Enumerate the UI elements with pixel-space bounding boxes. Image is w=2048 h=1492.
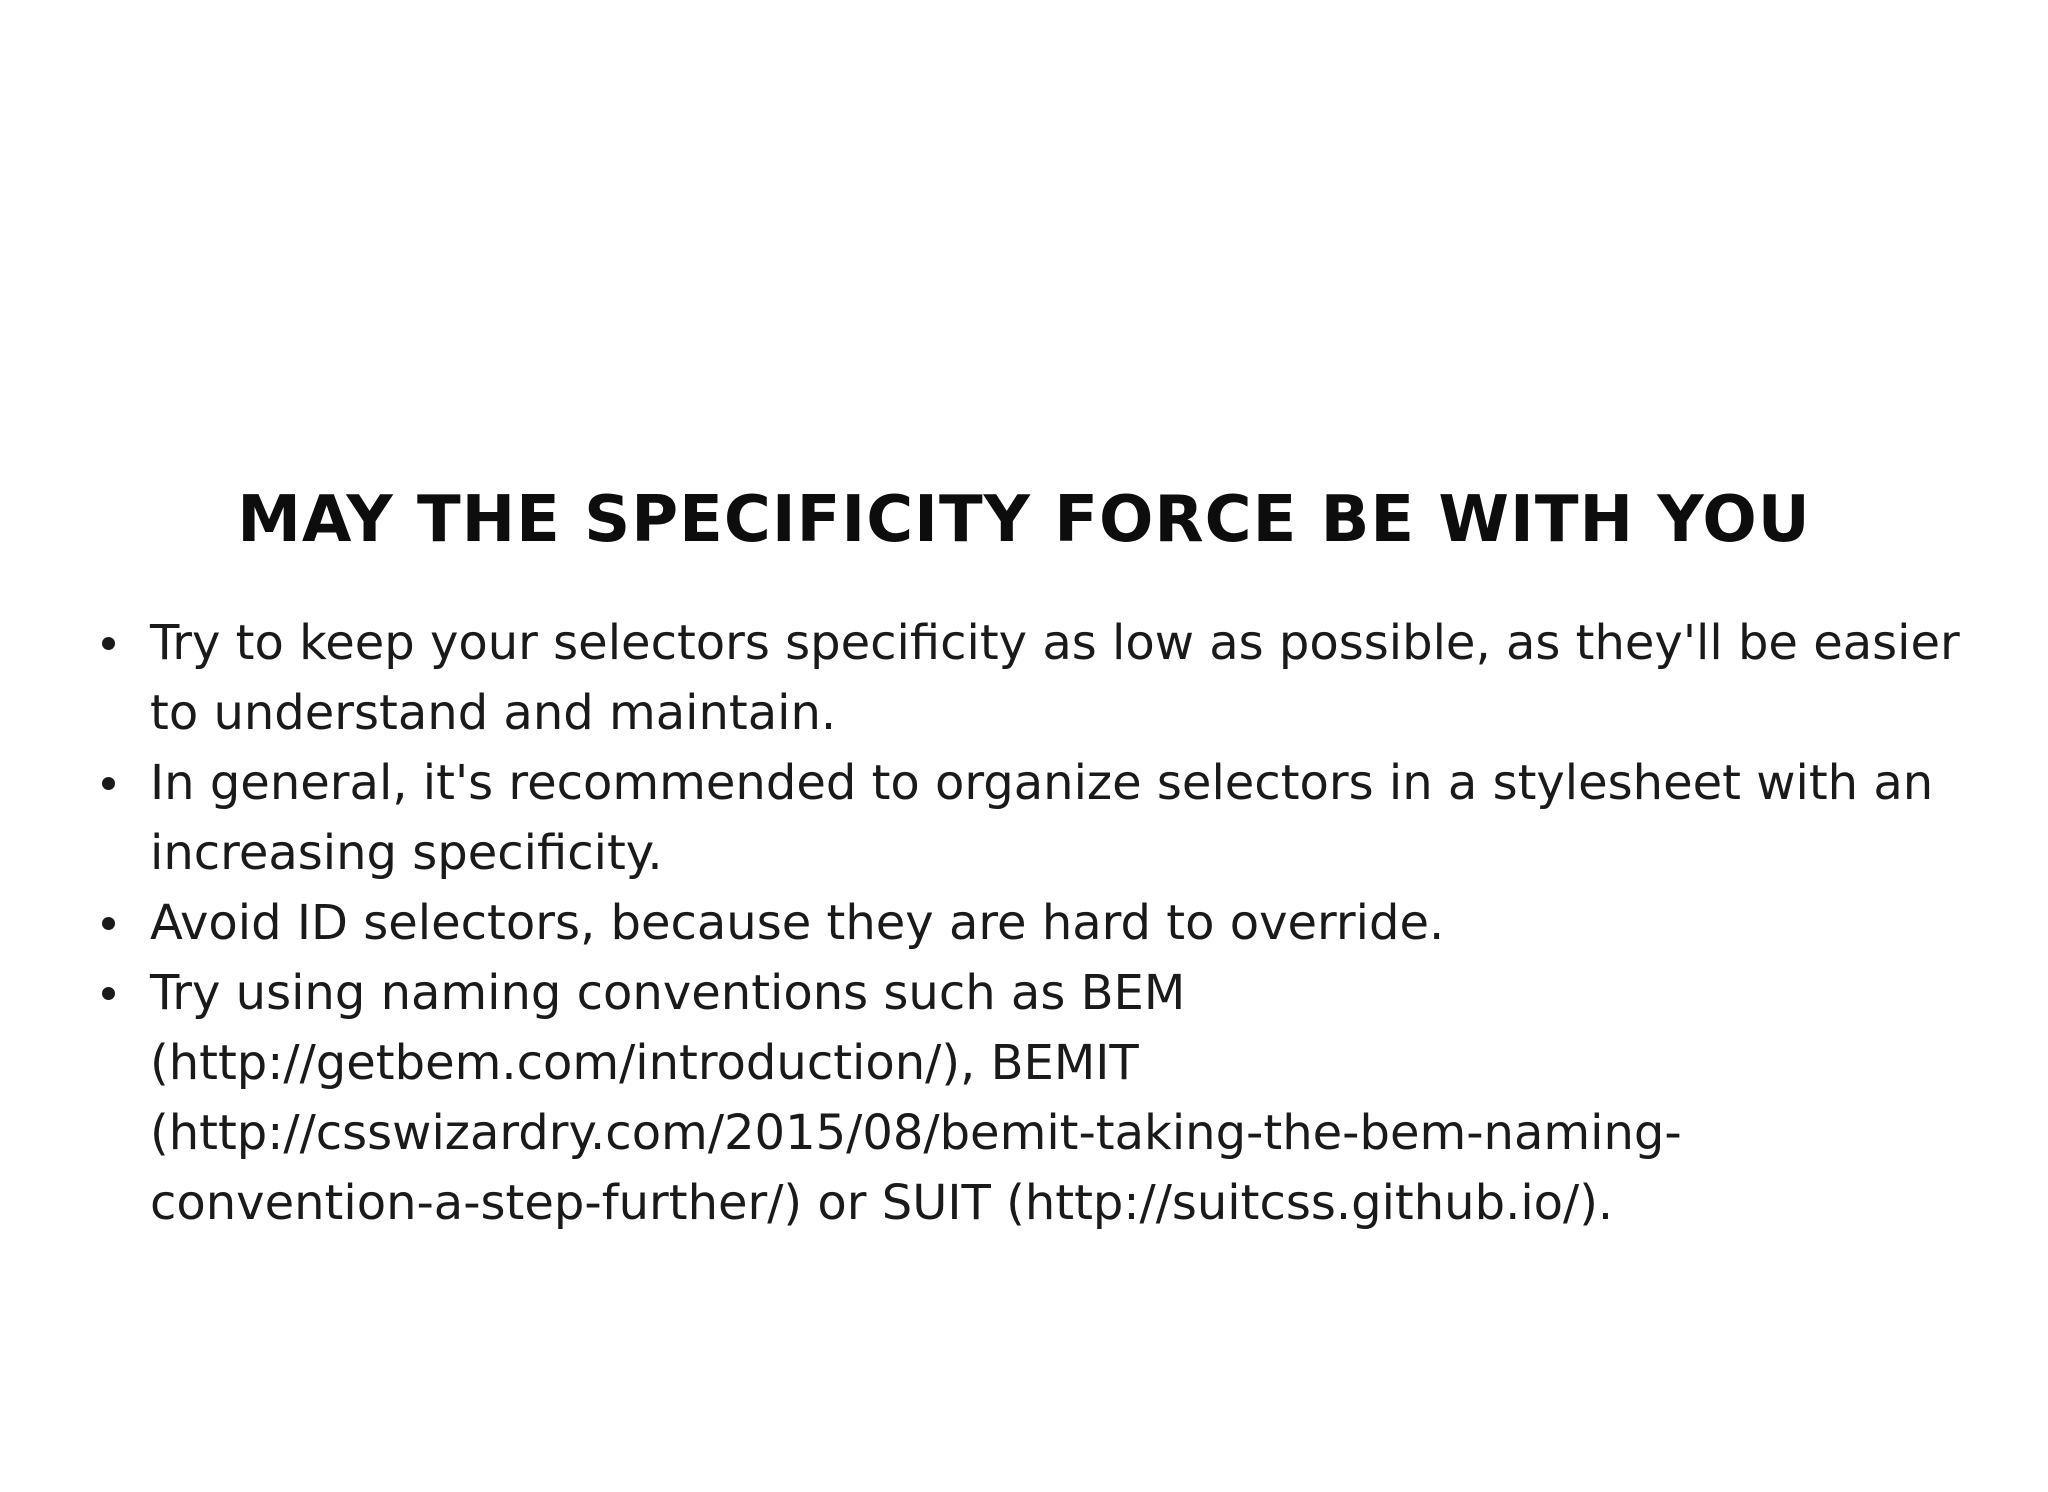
- bullet-list: [150, 608, 1960, 1238]
- bullet-icon: [102, 777, 115, 790]
- list-item: [150, 748, 1960, 888]
- bullet-text: Avoid ID selectors, because they are hard to override.: [150, 895, 1445, 951]
- bullet-icon: [102, 987, 115, 1000]
- bullet-icon: [102, 637, 115, 650]
- list-item: [150, 608, 1960, 748]
- bullet-text: In general, it's recommended to organize selectors in a stylesheet with an increasing specificity.: [150, 755, 1934, 881]
- list-item: [150, 888, 1960, 958]
- bullet-text: Try using naming conventions such as BEM (http://getbem.com/introduction/), BEMIT (http://csswizardry.com/2015/08/bemit-taking-the-bem-naming-convention-a-step-further/) or SUIT (http://suitcss.github.io/).: [150, 965, 1682, 1231]
- bullet-text: Try to keep your selectors specificity as low as possible, as they'll be easier to understand and maintain.: [150, 615, 1960, 741]
- list-item: [150, 958, 1960, 1238]
- bullet-icon: [102, 917, 115, 930]
- slide-title: MAY THE SPECIFICITY FORCE BE WITH YOU: [237, 483, 1811, 557]
